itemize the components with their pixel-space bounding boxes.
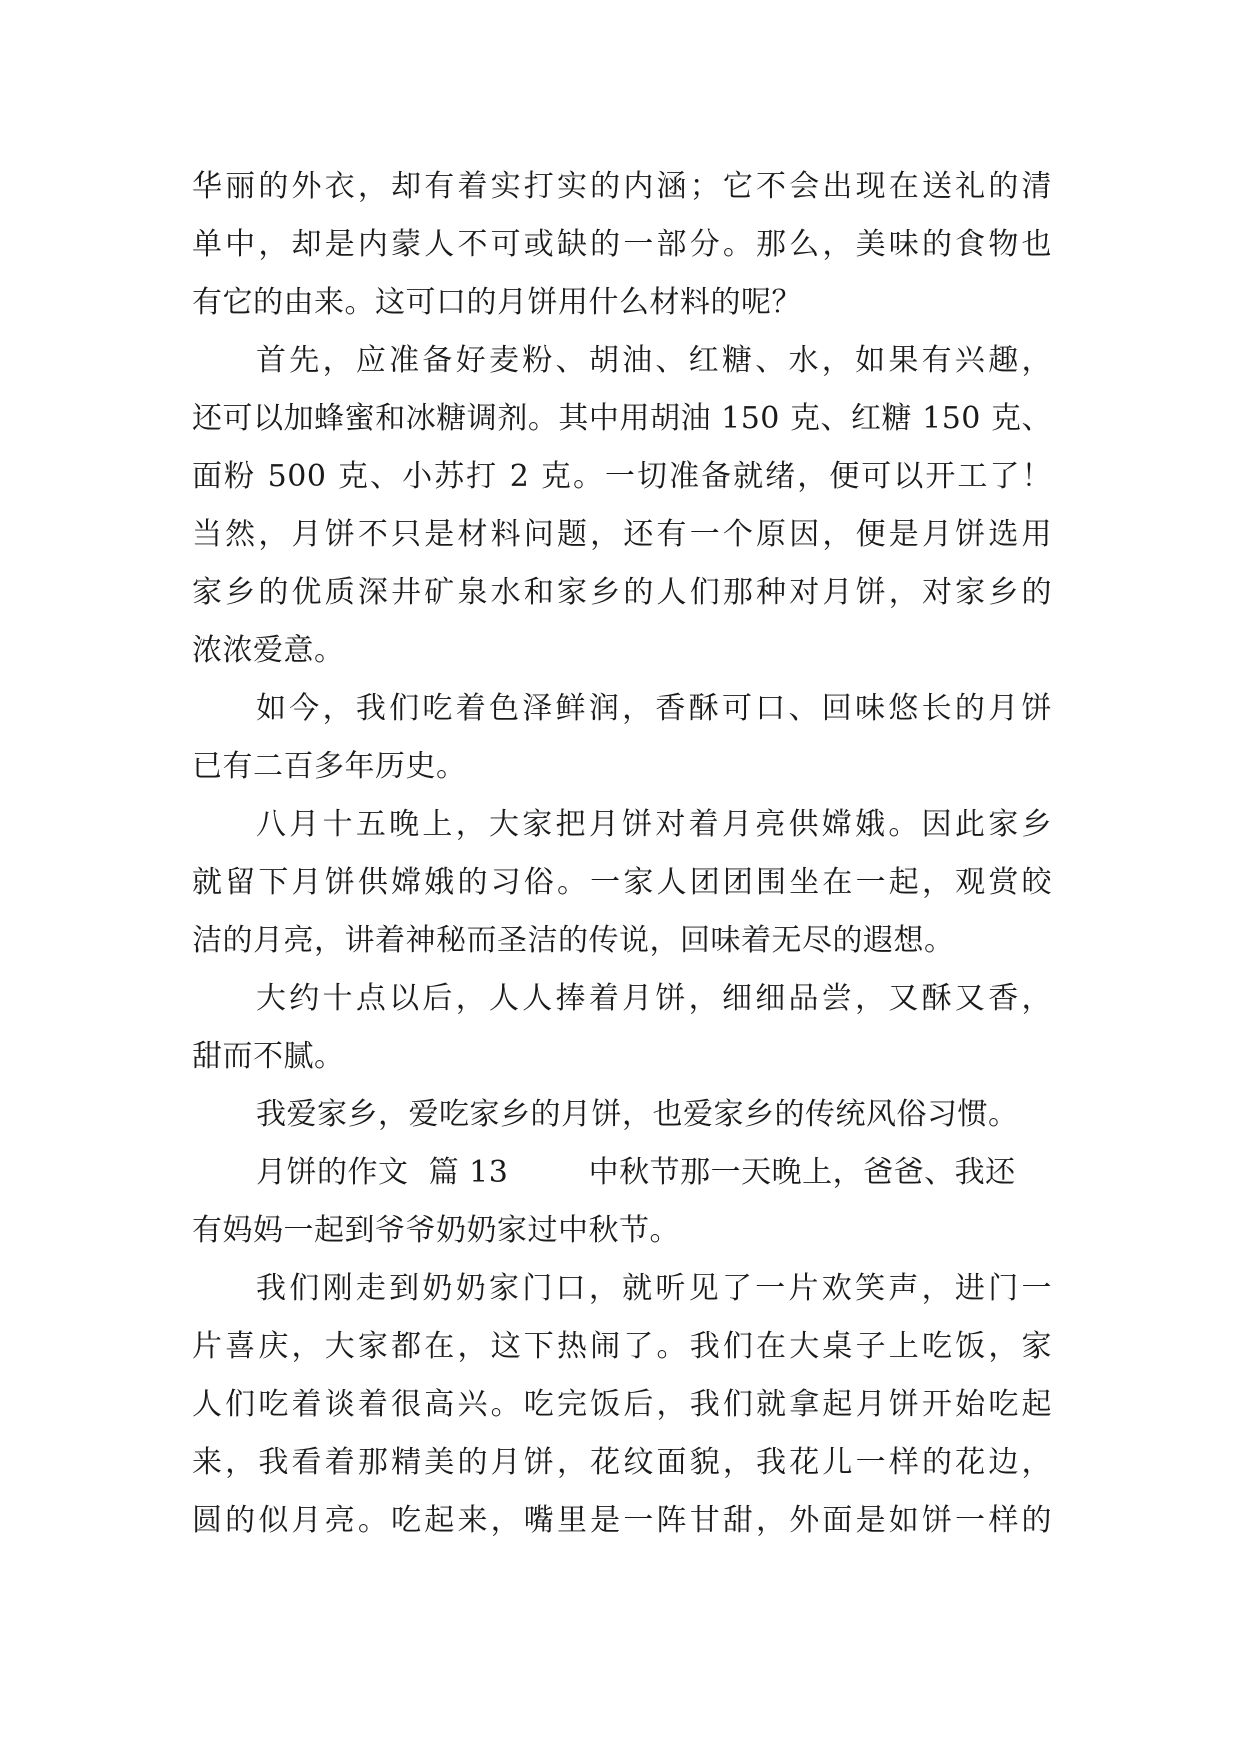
text-line: 我们刚走到奶奶家门口，就听见了一片欢笑声，进门一 bbox=[256, 1271, 1052, 1306]
text-line: 圆的似月亮。吃起来，嘴里是一阵甘甜，外面是如饼一样的 bbox=[192, 1503, 1052, 1538]
paragraph bbox=[192, 680, 1052, 796]
paragraph bbox=[192, 332, 1052, 680]
text-line: 单中，却是内蒙人不可或缺的一部分。那么，美味的食物也 bbox=[192, 227, 1052, 262]
paragraph bbox=[192, 158, 1052, 332]
text-line: 已有二百多年历史。 bbox=[192, 749, 467, 784]
document-body bbox=[192, 158, 1052, 1550]
text-line: 有它的由来。这可口的月饼用什么材料的呢？ bbox=[192, 285, 802, 320]
text-line: 当然，月饼不只是材料问题，还有一个原因，便是月饼选用 bbox=[192, 517, 1052, 552]
text-line: 华丽的外衣，却有着实打实的内涵；它不会出现在送礼的清 bbox=[192, 169, 1052, 204]
text-line: 八月十五晚上，大家把月饼对着月亮供嫦娥。因此家乡 bbox=[256, 807, 1052, 842]
text-line: 人们吃着谈着很高兴。吃完饭后，我们就拿起月饼开始吃起 bbox=[192, 1387, 1052, 1422]
text-line: 如今，我们吃着色泽鲜润，香酥可口、回味悠长的月饼 bbox=[256, 691, 1052, 726]
text-line: 首先，应准备好麦粉、胡油、红糖、水，如果有兴趣， bbox=[256, 343, 1052, 378]
text-line: 片喜庆，大家都在，这下热闹了。我们在大桌子上吃饭，家 bbox=[192, 1329, 1052, 1364]
paragraph bbox=[192, 970, 1052, 1086]
text-line: 来，我看着那精美的月饼，花纹面貌，我花儿一样的花边， bbox=[192, 1445, 1052, 1480]
text-line: 我爱家乡，爱吃家乡的月饼，也爱家乡的传统风俗习惯。 bbox=[256, 1097, 1019, 1132]
paragraph bbox=[192, 796, 1052, 970]
paragraph bbox=[192, 1260, 1052, 1550]
text-line: 还可以加蜂蜜和冰糖调剂。其中用胡油 150 克、红糖 150 克、 bbox=[192, 401, 1052, 436]
paragraph bbox=[192, 1144, 1052, 1260]
text-line: 面粉 500 克、小苏打 2 克。一切准备就绪，便可以开工了！ bbox=[192, 459, 1052, 494]
text-line: 家乡的优质深井矿泉水和家乡的人们那种对月饼，对家乡的 bbox=[192, 575, 1052, 610]
text-line: 就留下月饼供嫦娥的习俗。一家人团团围坐在一起，观赏皎 bbox=[192, 865, 1052, 900]
text-line: 洁的月亮，讲着神秘而圣洁的传说，回味着无尽的遐想。 bbox=[192, 923, 955, 958]
text-line: 甜而不腻。 bbox=[192, 1039, 345, 1074]
text-line: 大约十点以后，人人捧着月饼，细细品尝，又酥又香， bbox=[256, 981, 1052, 1016]
paragraph bbox=[192, 1086, 1052, 1144]
text-line: 浓浓爱意。 bbox=[192, 633, 345, 668]
text-line: 月饼的作文 篇 13 中秋节那一天晚上，爸爸、我还 bbox=[256, 1155, 1016, 1190]
text-line: 有妈妈一起到爷爷奶奶家过中秋节。 bbox=[192, 1213, 680, 1248]
